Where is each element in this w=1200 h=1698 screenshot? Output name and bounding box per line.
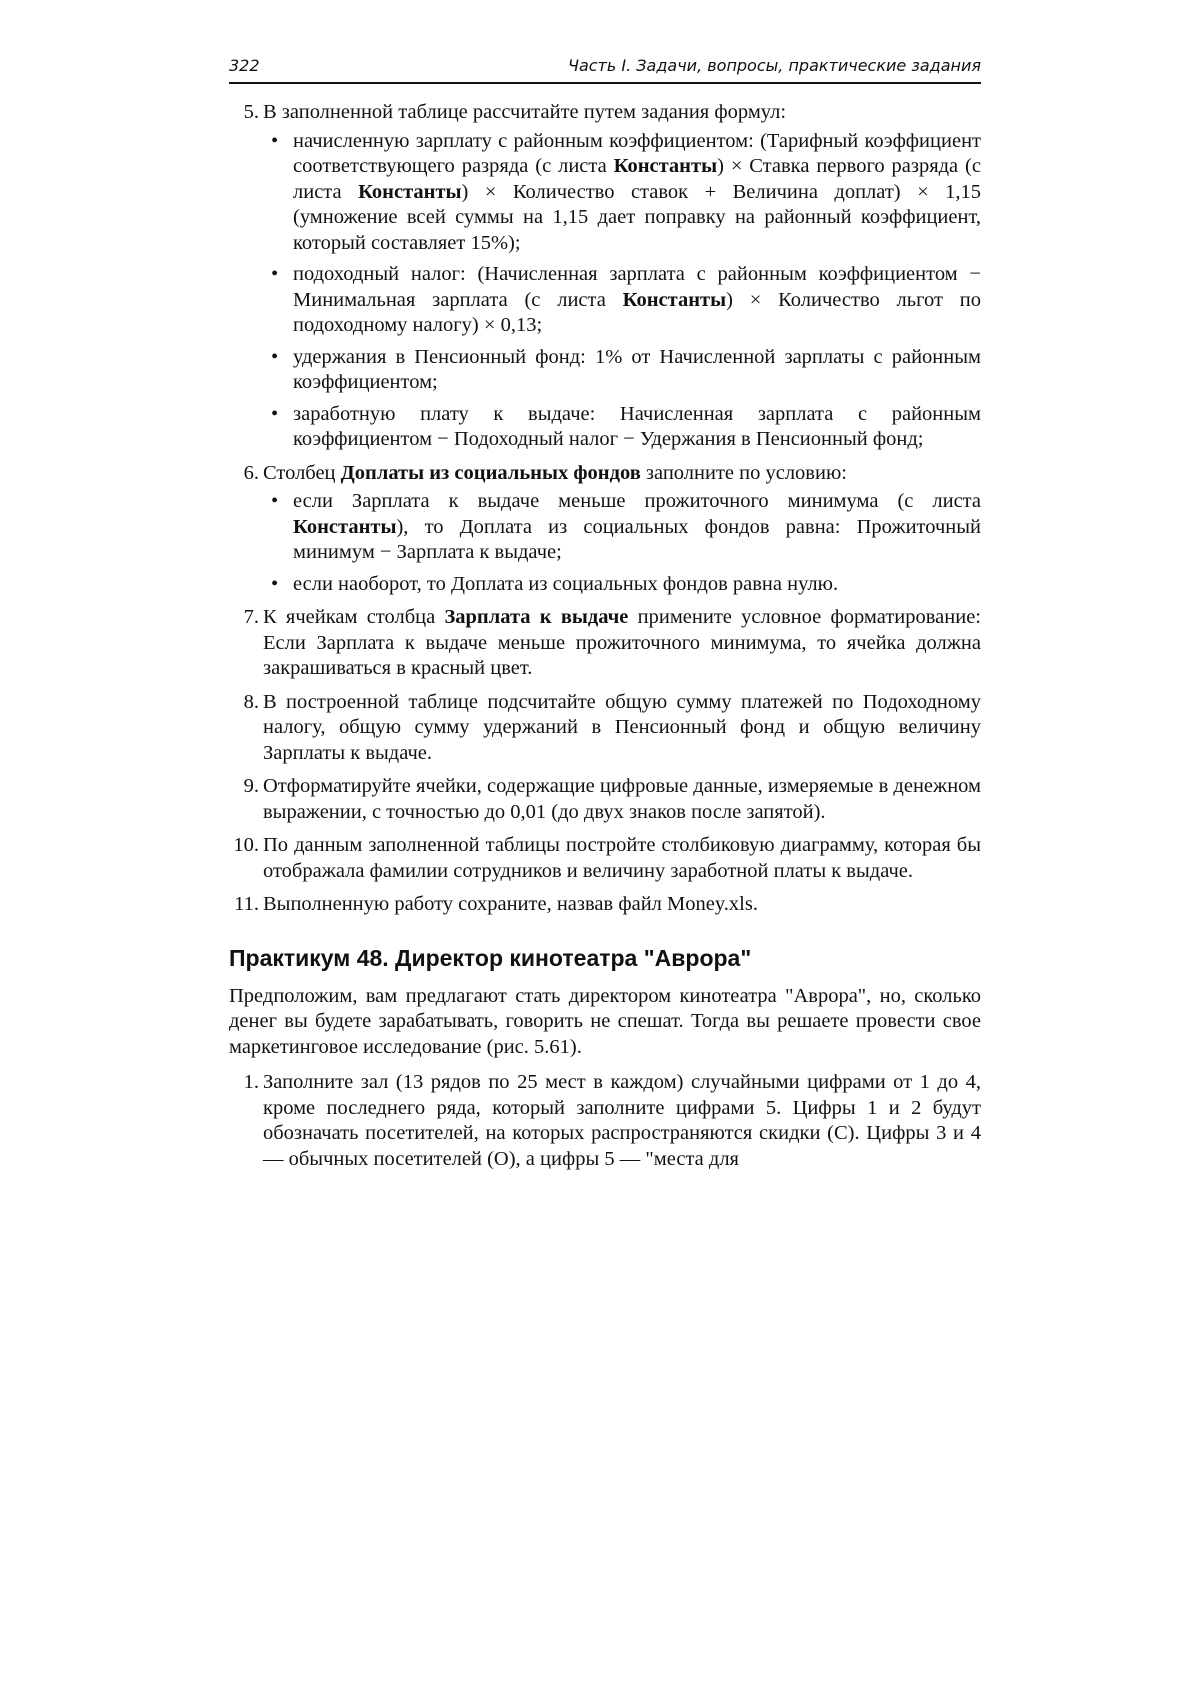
item-number: 8. (243, 690, 259, 713)
text-run: если Зарплата к выдаче меньше прожиточного минимума (с листа (293, 490, 981, 512)
bullet-list (263, 489, 981, 597)
text-run: если наоборот, то Доплата из социальных фондов равна нулю. (293, 572, 839, 595)
bullet-text (293, 130, 981, 254)
text-run: ) × Ставка первого разряда (с листа (293, 155, 981, 203)
item-number: 11. (234, 893, 259, 915)
text-run: начисленную зарплату с районным коэффициентом: (Тарифный коэффициент соответствующего разряда (с листа (293, 129, 981, 177)
item-number: 1. (243, 1071, 259, 1093)
text-run: подоходный налог: (Начисленная зарплата с районным коэффициентом − Минимальная зарплата (с листа (293, 263, 981, 311)
item-text: Заполните зал (13 рядов по 25 мест в каждом) случайными цифрами от 1 до 4, кроме последнего ряда, который заполните цифрами 5. Цифры 1 и 2 будут обозначать посетителей, на которых распространяются скидки (С). Цифры 3 и 4 — обычных посетителей (О), а цифры 5 — "места для (263, 1071, 981, 1170)
text-run: К ячейкам столбца (263, 606, 445, 628)
bullet-item (263, 572, 981, 598)
item-text (263, 605, 981, 682)
bullet-list (263, 129, 981, 453)
text-run: ), то Доплата из социальных фондов равна: Прожиточный минимум − Зарплата к выдаче; (293, 515, 981, 563)
item-number: 6. (243, 461, 259, 484)
bullet-item (263, 489, 981, 566)
section-heading: Практикум 48. Директор кинотеатра "Аврора" (229, 944, 752, 971)
bullet-icon: • (271, 402, 279, 425)
item-number: 9. (243, 775, 259, 797)
task-list (229, 100, 981, 918)
bold-term: Константы (293, 515, 397, 538)
bullet-icon: • (271, 345, 279, 368)
item-text: По данным заполненной таблицы постройте столбиковую диаграмму, которая бы отображала фамилии сотрудников и величину заработной платы к выдаче. (263, 834, 981, 882)
bullet-item (263, 262, 981, 339)
bullet-icon: • (271, 263, 279, 285)
item-text: Отформатируйте ячейки, содержащие цифровые данные, измеряемые в денежном выражении, с точностью до 0,01 (до двух знаков после запятой). (263, 775, 981, 823)
text-run: ) × Количество льгот по подоходному налогу) × 0,13; (293, 288, 982, 336)
steps-list (229, 1070, 981, 1172)
item-text: В построенной таблице подсчитайте общую сумму платежей по Подоходному налогу, общую сумму удержаний в Пенсионный фонд и общую величину Зарплаты к выдаче. (263, 690, 981, 764)
running-title: Часть I. Задачи, вопросы, практические задания (567, 56, 981, 75)
bullet-text (293, 573, 838, 595)
item-number: 7. (243, 606, 259, 628)
page-content (229, 100, 981, 1180)
bullet-text (293, 403, 981, 451)
item-text (263, 461, 981, 487)
bullet-icon: • (271, 490, 279, 512)
bullet-item (263, 129, 981, 257)
text-run: примените условное форматирование: Если Зарплата к выдаче меньше прожиточного минимума, то ячейка должна закрашиваться в красный цвет. (263, 606, 982, 679)
list-item (229, 1070, 981, 1172)
bullet-text (293, 490, 981, 563)
bullet-text (293, 346, 981, 394)
bold-term: Константы (358, 180, 462, 203)
text-run: ) × Количество ставок + Величина доплат) × 1,15 (умножение всей суммы на 1,15 дает поправку на районный коэффициент, который составляет 15%); (293, 180, 981, 254)
list-item (229, 605, 981, 682)
bullet-icon: • (271, 129, 279, 152)
list-item (229, 461, 981, 598)
list-item (229, 833, 981, 884)
page-number: 322 (229, 56, 260, 75)
text-run: заполните по условию: (640, 461, 847, 484)
bold-term: Константы (622, 288, 727, 311)
bullet-text (293, 263, 981, 336)
bullet-item (263, 345, 981, 396)
text-run: Столбец (263, 461, 341, 484)
text-run: заработную плату к выдаче: Начисленная зарплата с районным коэффициентом − Подоходный налог − Удержания в Пенсионный фонд; (293, 402, 981, 450)
bold-term: Константы (613, 155, 718, 177)
item-text: Выполненную работу сохраните, назвав файл Money.xls. (263, 893, 758, 915)
page-header (229, 56, 981, 84)
bullet-icon: • (271, 572, 279, 595)
list-item (229, 892, 981, 918)
list-item (229, 100, 981, 453)
item-text: В заполненной таблице рассчитайте путем задания формул: (263, 101, 787, 123)
bold-term: Зарплата к выдаче (444, 606, 629, 628)
text-run: удержания в Пенсионный фонд: 1% от Начисленной зарплаты с районным коэффициентом; (293, 345, 981, 393)
bullet-item (263, 402, 981, 453)
item-number: 5. (243, 101, 259, 123)
list-item (229, 774, 981, 825)
item-number: 10. (233, 834, 259, 856)
bold-term: Доплаты из социальных фондов (340, 461, 641, 484)
section-intro: Предположим, вам предлагают стать директором кинотеатра "Аврора", но, сколько денег вы будете зарабатывать, говорить не спешат. Тогда вы решаете провести свое маркетинговое исследование (рис. 5.61). (229, 984, 981, 1058)
list-item (229, 690, 981, 767)
